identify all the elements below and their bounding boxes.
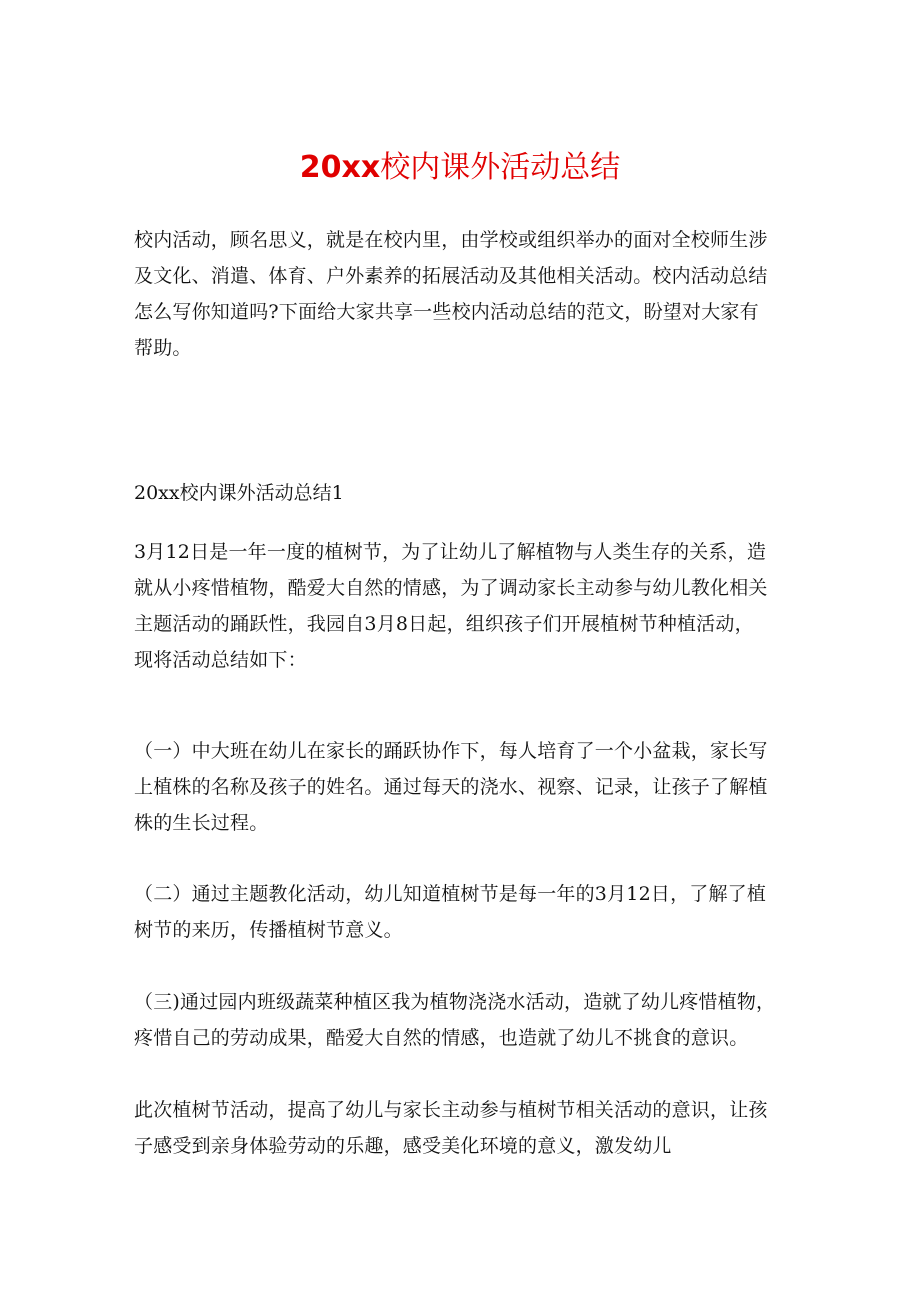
paragraph-line: 疼惜自己的劳动成果，酷爱大自然的情感，也造就了幼儿不挑食的意识。 xyxy=(134,1027,749,1049)
list-item-one xyxy=(134,733,794,841)
paragraph-intro-tree-day xyxy=(134,534,794,678)
intro-line: 怎么写你知道吗?下面给大家共享一些校内活动总结的范文，盼望对大家有 xyxy=(134,301,759,323)
closing-paragraph xyxy=(134,1092,794,1164)
intro-line: 及文化、消遣、体育、户外素养的拓展活动及其他相关活动。校内活动总结 xyxy=(134,265,768,287)
intro-line: 帮助。 xyxy=(134,337,192,359)
list-item-three xyxy=(134,984,794,1056)
intro-paragraph xyxy=(134,222,794,366)
paragraph-line: 上植株的名称及孩子的姓名。通过每天的浇水、视察、记录，让孩子了解植 xyxy=(134,776,768,798)
page-title-year: 20xx xyxy=(299,150,381,185)
list-item-two xyxy=(134,876,794,948)
paragraph-line: （三)通过园内班级蔬菜种植区我为植物浇浇水活动，造就了幼儿疼惜植物， xyxy=(134,991,776,1013)
paragraph-line: 主题活动的踊跃性，我园自3月8日起，组织孩子们开展植树节种植活动， xyxy=(134,613,754,635)
section-heading: 20xx校内课外活动总结1 xyxy=(134,482,344,504)
paragraph-line: 3月12日是一年一度的植树节，为了让幼儿了解植物与人类生存的关系，造 xyxy=(134,541,767,563)
paragraph-line: 现将活动总结如下： xyxy=(134,649,307,671)
paragraph-line: （一）中大班在幼儿在家长的踊跃协作下，每人培育了一个小盆栽，家长写 xyxy=(134,740,768,762)
intro-line: 校内活动，顾名思义，就是在校内里，由学校或组织举办的面对全校师生涉 xyxy=(134,229,768,251)
paragraph-line: 株的生长过程。 xyxy=(134,812,269,834)
page-title xyxy=(0,146,920,190)
paragraph-line: （二）通过主题教化活动，幼儿知道植树节是每一年的3月12日，了解了植 xyxy=(134,883,767,905)
page-title-text: 校内课外活动总结 xyxy=(380,150,621,185)
paragraph-line: 此次植树节活动，提高了幼儿与家长主动参与植树节相关活动的意识，让孩 xyxy=(134,1099,768,1121)
paragraph-line: 就从小疼惜植物，酷爱大自然的情感，为了调动家长主动参与幼儿教化相关 xyxy=(134,577,768,599)
paragraph-line: 子感受到亲身体验劳动的乐趣，感受美化环境的意义，激发幼儿 xyxy=(134,1135,672,1157)
paragraph-line: 树节的来历，传播植树节意义。 xyxy=(134,919,403,941)
